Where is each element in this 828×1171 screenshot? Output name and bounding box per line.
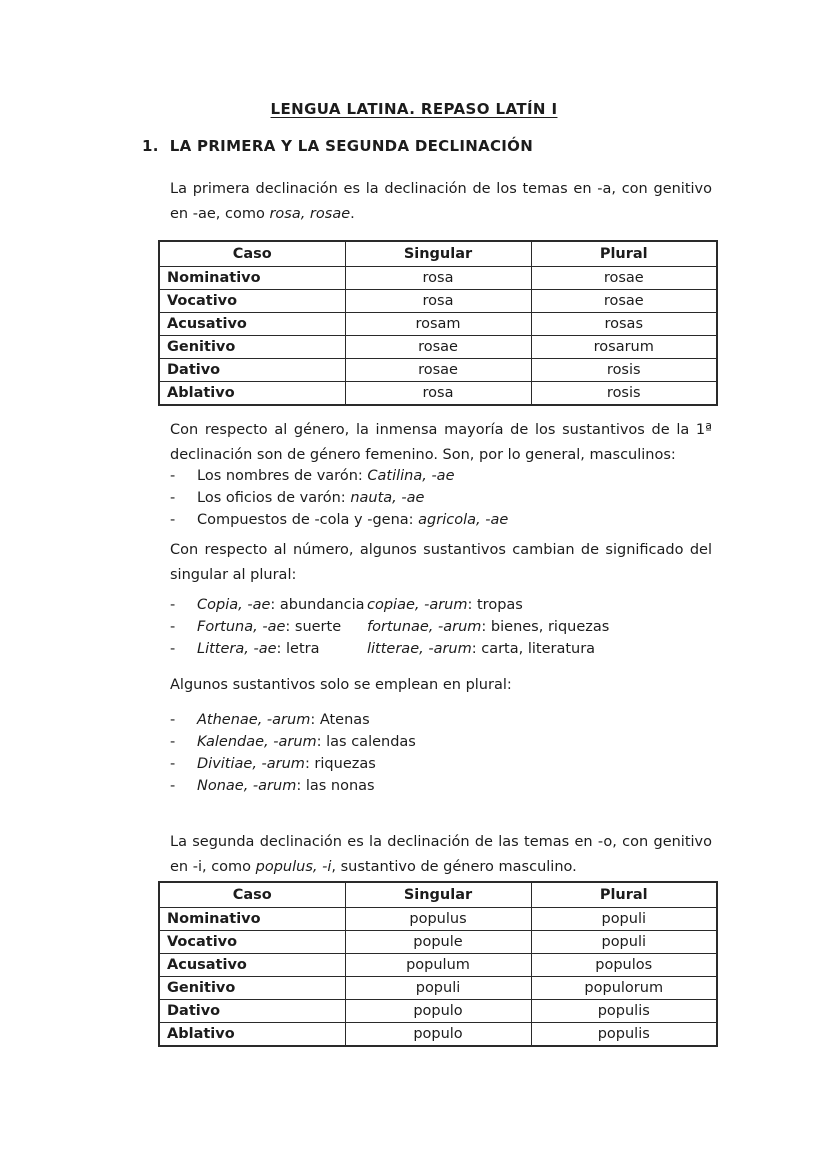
dash-marker: - [170, 619, 176, 635]
plural-only-list [170, 709, 730, 797]
list-item [170, 775, 730, 797]
plural-form: rosae [531, 290, 717, 313]
singular-form: rosa [345, 267, 531, 290]
list-item-text: Divitiae, -arum: riquezas [197, 756, 376, 772]
case-name: Genitivo [159, 977, 345, 1000]
singular-form: rosa [345, 290, 531, 313]
column-header-caso: Caso [159, 882, 345, 908]
declension-table-rosa [158, 240, 718, 406]
plural-form: rosarum [531, 336, 717, 359]
column-header-singular: Singular [345, 882, 531, 908]
singular-meaning: Fortuna, -ae: suerte [197, 619, 342, 635]
table-row [159, 931, 717, 954]
table-row [159, 977, 717, 1000]
paragraph-gender: Con respecto al género, la inmensa mayoría de los sustantivos de la 1ª declinación son de género femenino. Son, por lo general, masculinos: [170, 422, 712, 463]
paragraph-second-declension: La segunda declinación es la declinación de las temas en -o, con genitivo en -i, como populus, -i, sustantivo de género masculino. [170, 834, 712, 875]
singular-meaning: Littera, -ae: letra [197, 641, 320, 657]
case-name: Acusativo [159, 313, 345, 336]
case-name: Ablativo [159, 382, 345, 406]
case-name: Vocativo [159, 290, 345, 313]
singular-form: popule [345, 931, 531, 954]
plural-form: populi [531, 908, 717, 931]
list-item [170, 638, 730, 660]
table-row [159, 1000, 717, 1023]
table-row [159, 908, 717, 931]
table-header-row [159, 882, 717, 908]
case-name: Nominativo [159, 267, 345, 290]
list-item [170, 616, 730, 638]
singular-form: rosae [345, 336, 531, 359]
dash-marker: - [170, 756, 176, 772]
dash-marker: - [170, 712, 176, 728]
plural-form: rosas [531, 313, 717, 336]
table-row [159, 359, 717, 382]
plural-form: populi [531, 931, 717, 954]
plural-meaning: copiae, -arum: tropas [367, 597, 523, 613]
table-row [159, 1023, 717, 1047]
case-name: Ablativo [159, 1023, 345, 1047]
paragraph-number: Con respecto al número, algunos sustantivos cambian de significado del singular al plural: [170, 542, 712, 583]
list-item [170, 753, 730, 775]
singular-form: populo [345, 1000, 531, 1023]
doc-title-text: LENGUA LATINA. REPASO LATÍN I [270, 100, 558, 118]
plural-meaning: fortunae, -arum: bienes, riquezas [367, 619, 610, 635]
list-item-text: Los nombres de varón: Catilina, -ae [197, 468, 455, 484]
list-item-text: Nonae, -arum: las nonas [197, 778, 375, 794]
list-item [170, 731, 730, 753]
plural-meaning: litterae, -arum: carta, literatura [367, 641, 596, 657]
gender-exceptions-list [170, 465, 730, 531]
table-row [159, 336, 717, 359]
case-name: Genitivo [159, 336, 345, 359]
dash-marker: - [170, 490, 176, 506]
case-name: Acusativo [159, 954, 345, 977]
case-name: Dativo [159, 359, 345, 382]
column-header-plural: Plural [531, 241, 717, 267]
declension-table-populus [158, 881, 718, 1047]
doc-title [0, 100, 828, 118]
plural-form: rosis [531, 359, 717, 382]
column-header-singular: Singular [345, 241, 531, 267]
dash-marker: - [170, 597, 176, 613]
plural-form: populis [531, 1000, 717, 1023]
plural-form: rosis [531, 382, 717, 406]
list-item [170, 709, 730, 731]
singular-form: rosam [345, 313, 531, 336]
list-item-text: Kalendae, -arum: las calendas [197, 734, 416, 750]
list-item-text: Compuestos de -cola y -gena: agricola, -ae [197, 512, 509, 528]
number-change-list [170, 594, 730, 660]
table-row [159, 382, 717, 406]
section-heading [142, 137, 533, 155]
plural-form: populorum [531, 977, 717, 1000]
table-row [159, 290, 717, 313]
dash-marker: - [170, 778, 176, 794]
singular-form: populi [345, 977, 531, 1000]
dash-marker: - [170, 641, 176, 657]
singular-form: populo [345, 1023, 531, 1047]
list-item-text: Athenae, -arum: Atenas [197, 712, 370, 728]
column-header-plural: Plural [531, 882, 717, 908]
singular-form: populum [345, 954, 531, 977]
singular-form: rosae [345, 359, 531, 382]
case-name: Vocativo [159, 931, 345, 954]
plural-form: rosae [531, 267, 717, 290]
column-header-caso: Caso [159, 241, 345, 267]
case-name: Dativo [159, 1000, 345, 1023]
table-header-row [159, 241, 717, 267]
singular-form: populus [345, 908, 531, 931]
table-row [159, 954, 717, 977]
paragraph-first-declension: La primera declinación es la declinación de los temas en -a, con genitivo en -ae, como rosa, rosae. [170, 181, 712, 222]
list-item-text: Los oficios de varón: nauta, -ae [197, 490, 425, 506]
section-number: 1. [142, 137, 159, 155]
plural-form: populis [531, 1023, 717, 1047]
singular-form: rosa [345, 382, 531, 406]
dash-marker: - [170, 734, 176, 750]
dash-marker: - [170, 512, 176, 528]
case-name: Nominativo [159, 908, 345, 931]
paragraph-plural-only: Algunos sustantivos solo se emplean en plural: [170, 677, 512, 693]
dash-marker: - [170, 468, 176, 484]
table-row [159, 267, 717, 290]
list-item [170, 509, 730, 531]
table-row [159, 313, 717, 336]
list-item [170, 465, 730, 487]
list-item [170, 487, 730, 509]
list-item [170, 594, 730, 616]
singular-meaning: Copia, -ae: abundancia [197, 597, 365, 613]
plural-form: populos [531, 954, 717, 977]
section-heading-text: LA PRIMERA Y LA SEGUNDA DECLINACIÓN [169, 137, 534, 155]
